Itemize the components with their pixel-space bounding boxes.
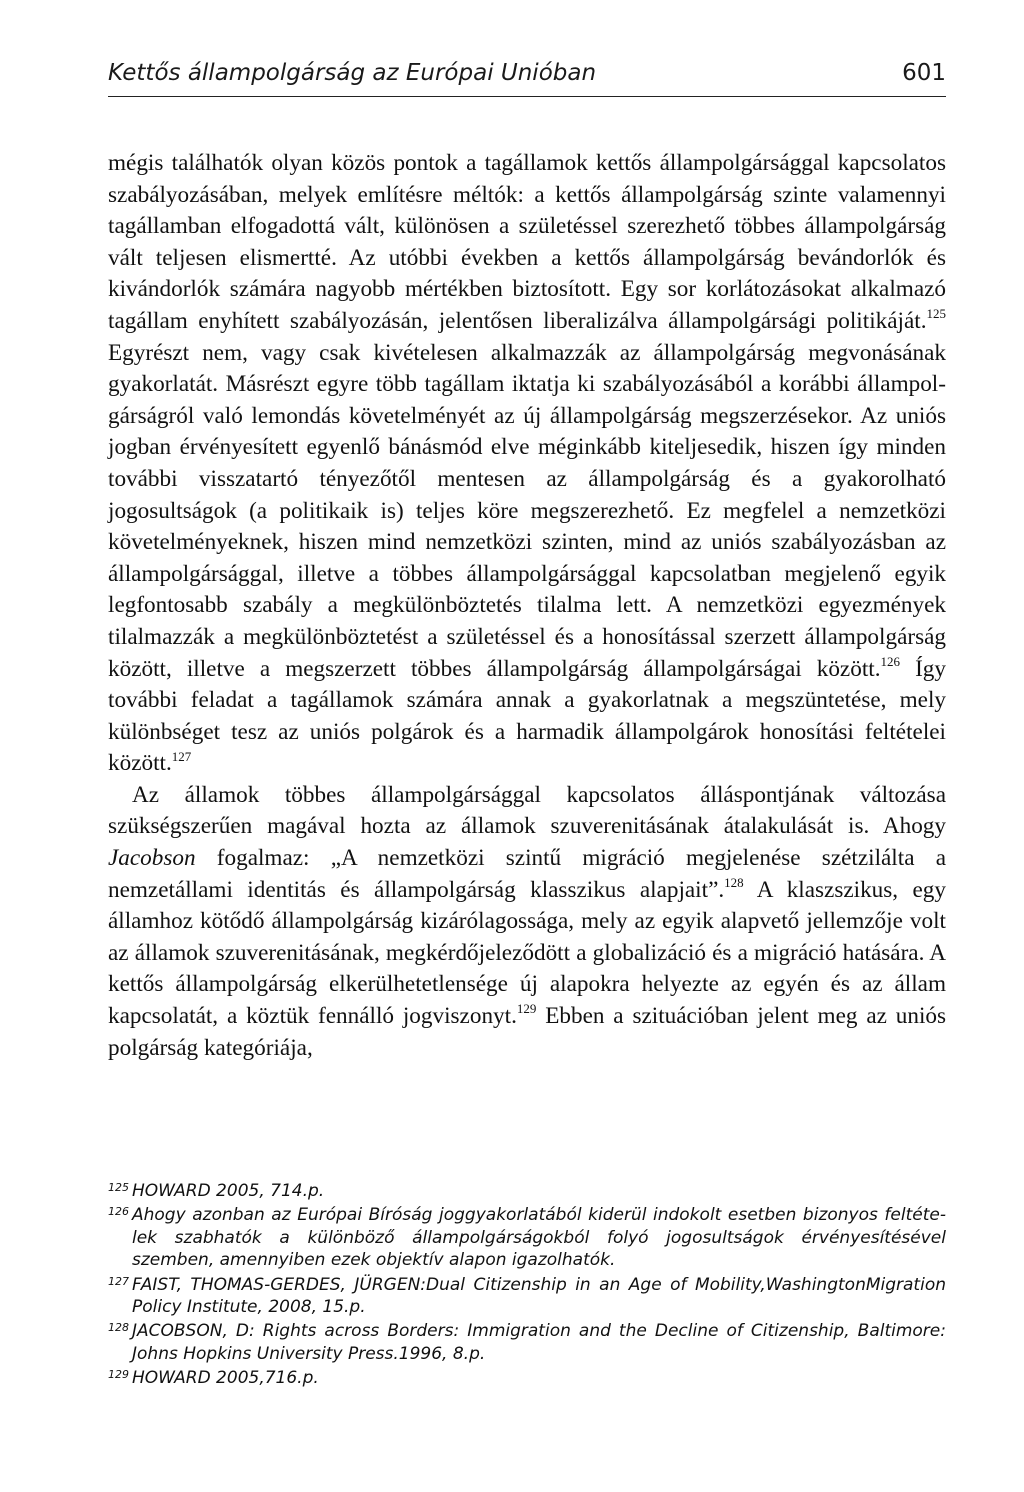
footnote-128: 128 JACOBSON, D: Rights across Borders: Immigration and the Decline of Citizenship, Baltimore: Johns Hopkins University Press.1996, 8.p.: [108, 1321, 946, 1364]
running-title: Kettős állampolgárság az Európai Unióban: [108, 60, 597, 86]
footnote-ref-125: 125: [926, 306, 946, 322]
paragraph-2: Az államok többes állampolgársággal kapcsolatos álláspontjának változása szükségszerűen magával hozta az államok szuverenitásának átalakulását is. Ahogy Jacobson fogalmaz: „A nemzetközi szintű migráció megjelenése szétzilálta a nemzetállami identitás és állampolgárság klasszikus alapjait”.$^{128}$ A klaszszikus, egy államhoz kötődő állampolgárság kizárólagossága, mely az egyik alapvető jellemzője volt az államok szuverenitásának, megkérdőjeleződött a globalizáció és a migráció hatására. A kettős állampolgárság elkerülhetetlensége új alapokra helyezte az egyén és az állam kapcsolatát, a köztük fennálló jogviszonyt.$^{129}$ Ebben a szituációban jelent meg az uniós polgárság kategóriája,: [108, 781, 946, 1061]
footnotes: [108, 1180, 946, 1392]
footnote-ref-129: 129: [516, 1001, 537, 1017]
footnote-125: 125 HOWARD 2005, 714.p.: [108, 1181, 325, 1201]
author-name-jacobson: Jacobson: [108, 845, 196, 872]
header-rule: [108, 96, 946, 97]
running-header: [108, 60, 946, 96]
footnote-126: 126 Ahogy azonban az Európai Bíróság joggyakorlatából kiderül indokolt esetben bizonyos feltételek szabhatók a különböző állampolgárságokból folyó jogosultságok érvényesítésével szemben, amennyiben ezek objektív alapon igazolhatók.: [108, 1205, 946, 1271]
footnote-ref-126: 126: [880, 653, 901, 669]
paragraph-1: mégis találhatók olyan közös pontok a tagállamok kettős állampolgársággal kapcsolatos szabályozásában, melyek említésre méltók: a kettős állampolgárság szinte valamennyi tagállamban elfogadottá vált, különösen a születéssel szerezhető többes állampolgárság vált teljesen elismertté. Az utóbbi években a kettős állampolgárság bevándorlók és kivándorlók számára nagyobb mértékben biztosított. Egy sor korlátozásokat alkalmazó tagállam enyhített szabályozásán, jelentősen liberalizálva állampolgársági politikáját.$^{125}$ Egyrészt nem, vagy csak kivételesen alkalmazzák az állampolgárság megvonásának gyakorlatát. Másrészt egyre több tagállam iktatja ki szabályozásából a korábbi állampolgárságról való lemondás követelményét az új állampolgárság megszerzésekor. Az uniós jogban érvényesített egyenlő bánásmód elve méginkább kiteljesedik, hiszen így minden további visszatartó tényezőtől mentesen az állampolgárság és a gyakorolható jogosultságok (a politikaik is) teljes köre megszerezhető. Ez megfelel a nemzetközi követelményeknek, hiszen mind nemzetközi szinten, mind az uniós szabályozásban az állampolgársággal, illetve a többes állampolgársággal kapcsolatban megjelenő egyik legfontosabb szabály a megkülönböztetés tilalma lett. A nemzetközi egyezmények tilalmazzák a megkülönböztetést a születéssel és a honosítással szerzett állampolgárság között, illetve a megszerzett többes állampolgárság állampolgárságai között.$^{126}$ Így további feladat a tagállamok számára annak a gyakorlatnak a megszüntetése, mely különbséget tesz az uniós polgárok és a harmadik állampolgárok honosítási feltételei között.$^{127}$: [108, 150, 946, 777]
body-text: [108, 148, 946, 1064]
footnote-129: 129 HOWARD 2005,716.p.: [108, 1368, 319, 1389]
footnote-ref-127: 127: [171, 748, 192, 764]
footnote-ref-128: 128: [724, 874, 744, 890]
footnote-127: 127 FAIST, THOMAS-GERDES, JÜRGEN:Dual Citizenship in an Age of Mobility,WashingtonMigration Policy Institute, 2008, 15.p.: [108, 1274, 946, 1318]
page-number: 601: [902, 60, 946, 86]
